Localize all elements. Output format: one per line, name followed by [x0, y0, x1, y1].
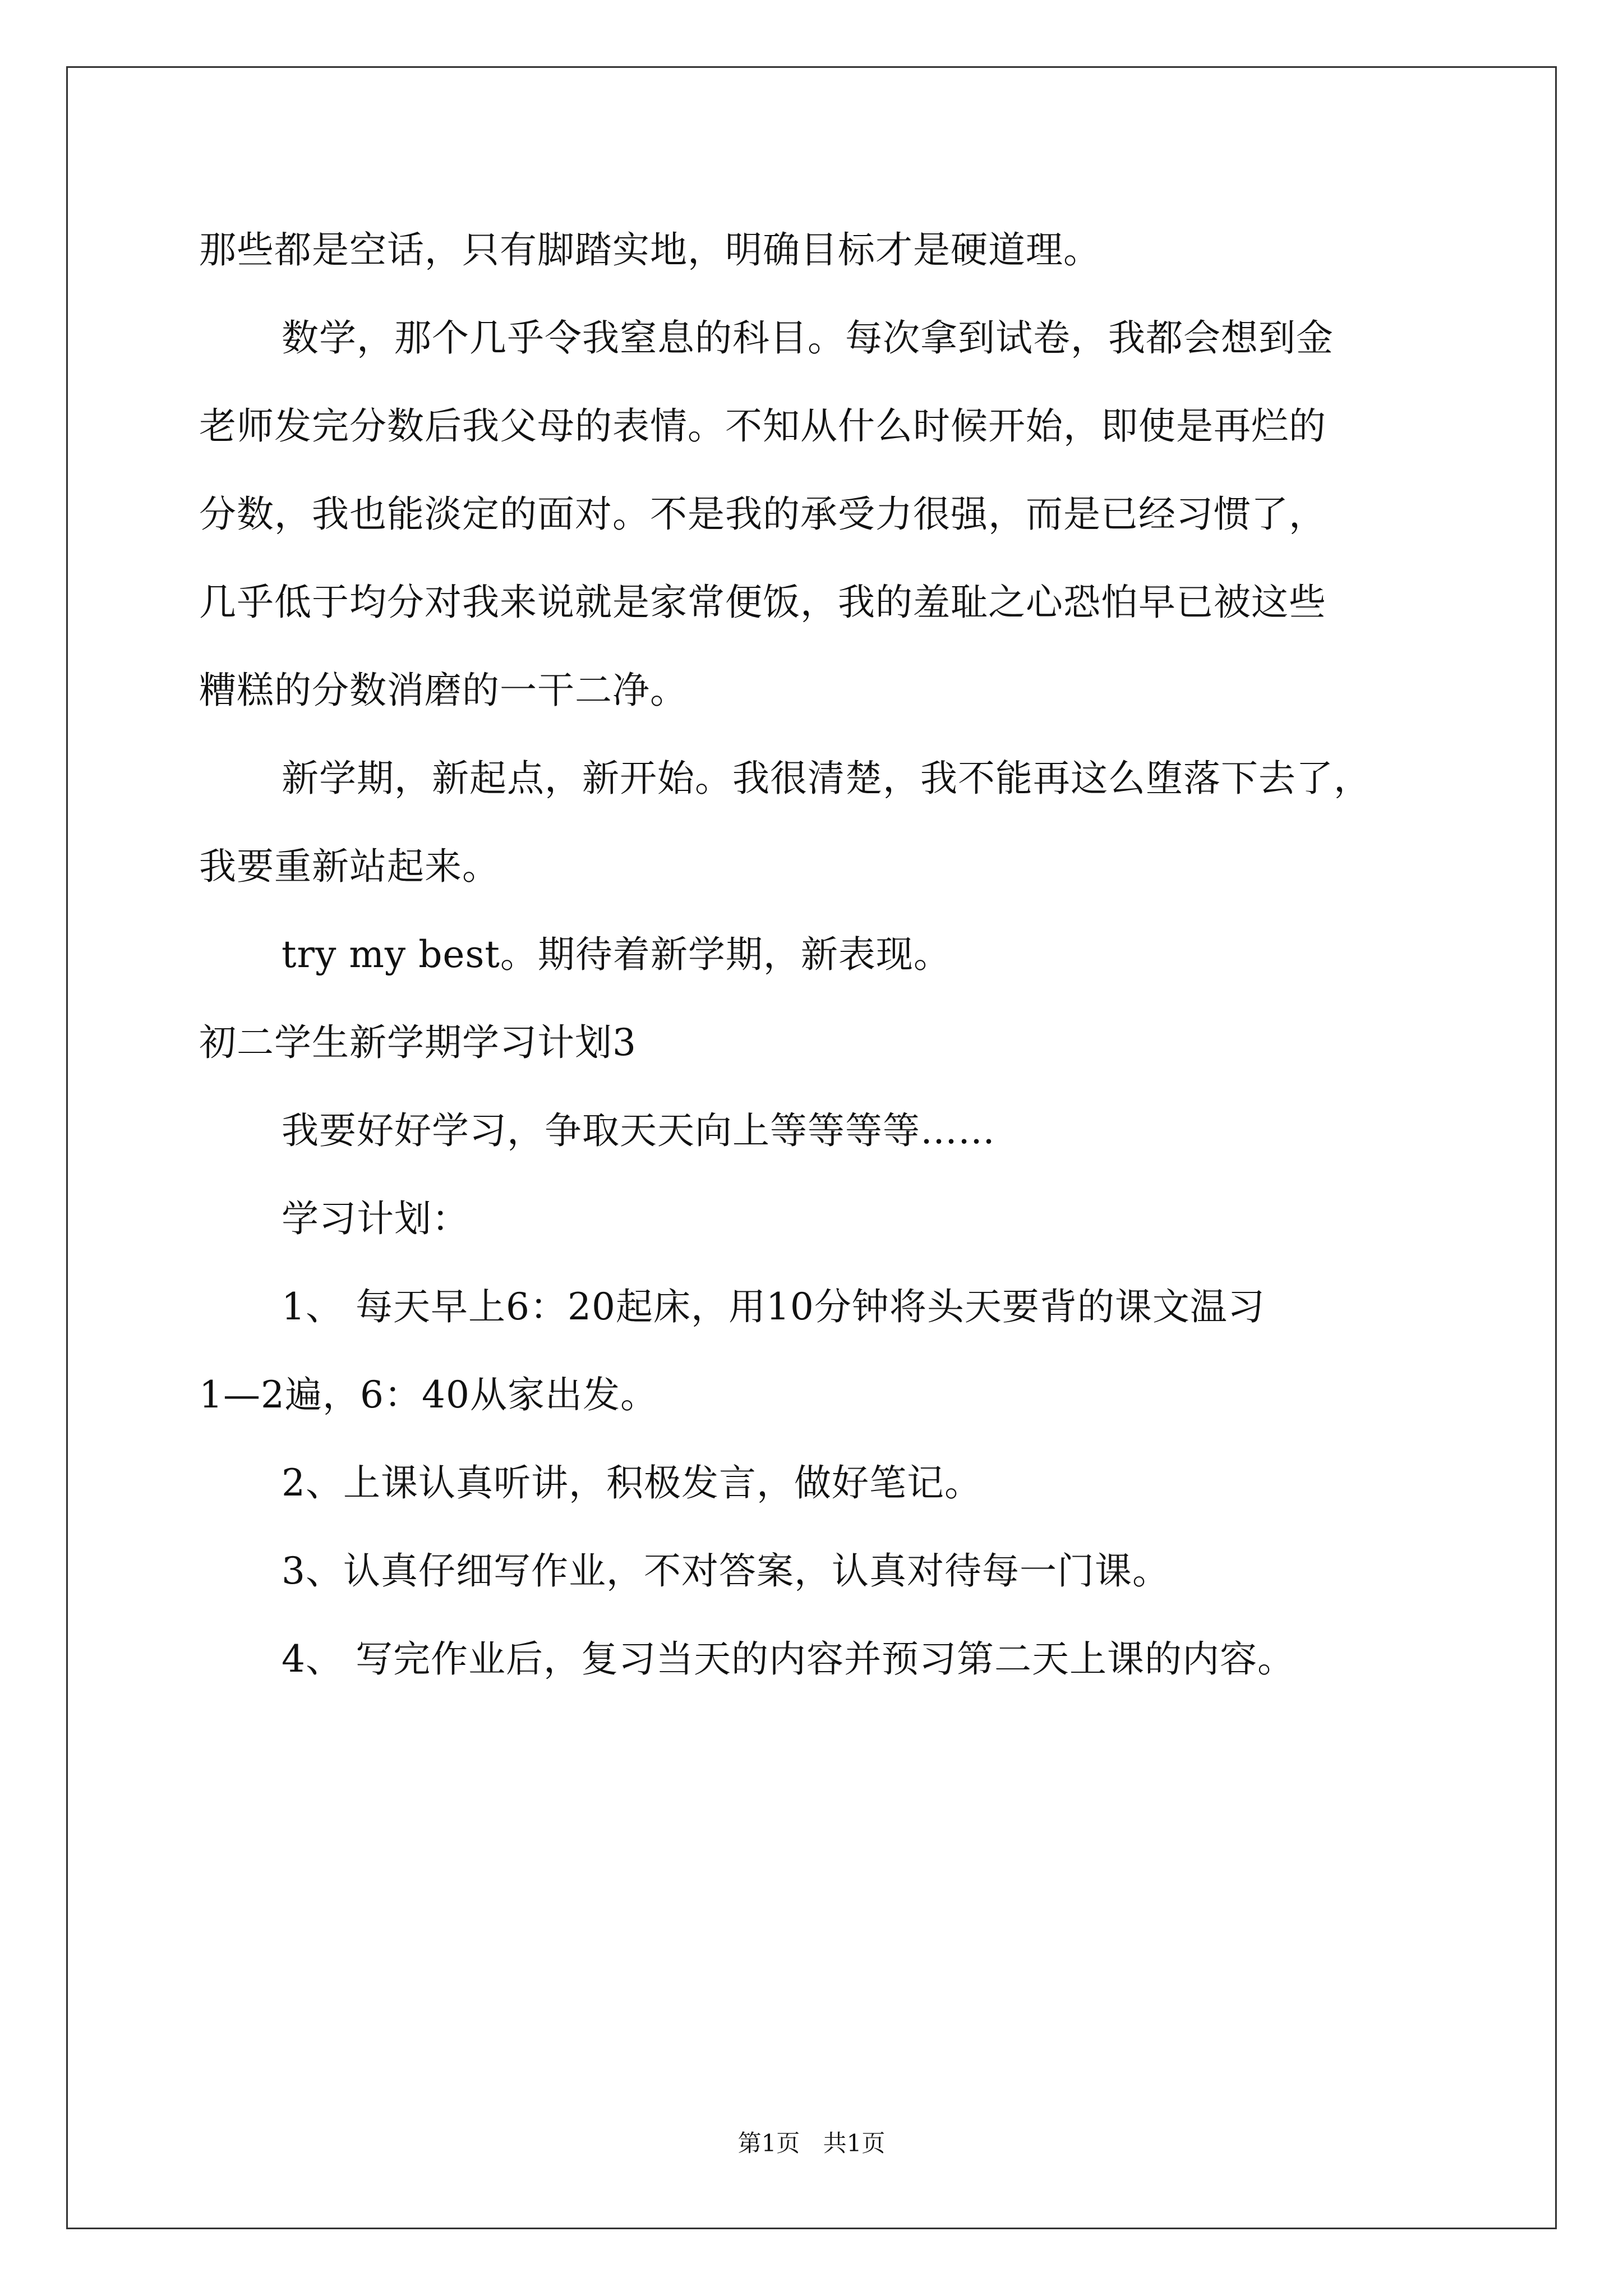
text-line: 糟糕的分数消磨的一干二净。 [199, 669, 688, 712]
text-line: 那些都是空话，只有脚踏实地，明确目标才是硬道理。 [199, 228, 1101, 272]
text-line: 我要好好学习，争取天天向上等等等等…… [282, 1109, 995, 1152]
text-line: 数学，那个几乎令我窒息的科目。每次拿到试卷，我都会想到金 [282, 316, 1334, 360]
list-item: 3、认真仔细写作业，不对答案，认真对待每一门课。 [282, 1549, 1170, 1593]
list-item: 1、 每天早上6：20起床，用10分钟将头天要背的课文温习 [282, 1285, 1265, 1328]
text-line: 我要重新站起来。 [199, 845, 500, 888]
text-line: 学习计划： [282, 1197, 469, 1240]
list-item: 2、上课认真听讲，积极发言，做好笔记。 [282, 1461, 982, 1504]
section-heading: 初二学生新学期学习计划3 [199, 1021, 637, 1064]
text-line: 老师发完分数后我父母的表情。不知从什么时候开始，即使是再烂的 [199, 404, 1326, 448]
page-total: 共1页 [823, 2129, 886, 2157]
text-line: 新学期，新起点，新开始。我很清楚，我不能再这么堕落下去了， [282, 757, 1371, 800]
page-number: 第1页 [737, 2129, 800, 2157]
page-footer [0, 2129, 1623, 2157]
list-item: 4、 写完作业后，复习当天的内容并预习第二天上课的内容。 [282, 1637, 1295, 1681]
text-line: try my best。期待着新学期，新表现。 [282, 933, 951, 976]
text-line: 分数，我也能淡定的面对。不是我的承受力很强，而是已经习惯了， [199, 493, 1326, 536]
list-item-continuation: 1—2遍，6：40从家出发。 [199, 1373, 658, 1416]
text-line: 几乎低于均分对我来说就是家常便饭，我的羞耻之心恐怕早已被这些 [199, 581, 1326, 624]
